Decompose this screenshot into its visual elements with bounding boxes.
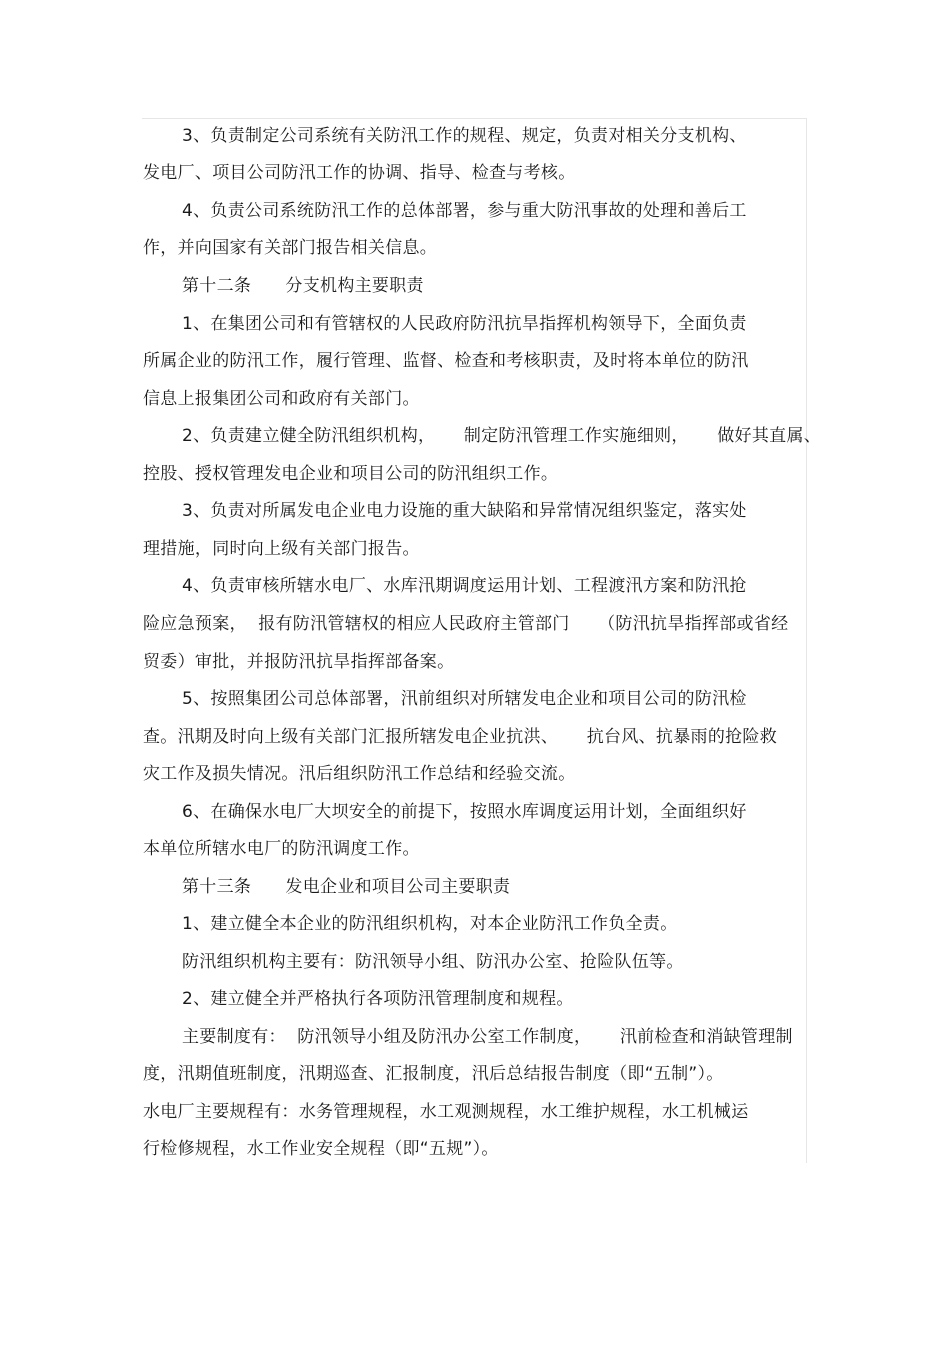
text-line: 4、负责审核所辖水电厂、水库汛期调度运用计划、工程渡汛方案和防汛抢 bbox=[182, 576, 747, 596]
text-line: 1、在集团公司和有管辖权的人民政府防汛抗旱指挥机构领导下，全面负责 bbox=[182, 314, 747, 334]
text-line: 2、负责建立健全防汛组织机构， 制定防汛管理工作实施细则， 做好其直属、 bbox=[182, 426, 822, 446]
text-line: 所属企业的防汛工作，履行管理、监督、检查和考核职责，及时将本单位的防汛 bbox=[143, 351, 749, 371]
text-line: 行检修规程，水工作业安全规程（即“五规”）。 bbox=[143, 1139, 499, 1159]
text-line: 本单位所辖水电厂的防汛调度工作。 bbox=[143, 839, 420, 859]
text-line: 信息上报集团公司和政府有关部门。 bbox=[143, 389, 420, 409]
text-line: 1、建立健全本企业的防汛组织机构，对本企业防汛工作负全责。 bbox=[182, 914, 678, 934]
text-line: 防汛组织机构主要有：防汛领导小组、防汛办公室、抢险队伍等。 bbox=[182, 952, 684, 972]
text-line: 贸委）审批，并报防汛抗旱指挥部备案。 bbox=[143, 652, 455, 672]
text-line: 3、负责制定公司系统有关防汛工作的规程、规定，负责对相关分支机构、 bbox=[182, 126, 747, 146]
text-line: 灾工作及损失情况。汛后组织防汛工作总结和经验交流。 bbox=[143, 764, 576, 784]
text-line: 控股、授权管理发电企业和项目公司的防汛组织工作。 bbox=[143, 464, 559, 484]
section-heading: 第十二条 分支机构主要职责 bbox=[182, 276, 424, 296]
text-line: 6、在确保水电厂大坝安全的前提下，按照水库调度运用计划，全面组织好 bbox=[182, 802, 747, 822]
text-line: 发电厂、项目公司防汛工作的协调、指导、检查与考核。 bbox=[143, 163, 576, 183]
text-line: 险应急预案， 报有防汛管辖权的相应人民政府主管部门 （防汛抗旱指挥部或省经 bbox=[143, 614, 789, 634]
text-line: 5、按照集团公司总体部署，汛前组织对所辖发电企业和项目公司的防汛检 bbox=[182, 689, 747, 709]
text-line: 查。汛期及时向上级有关部门汇报所辖发电企业抗洪、 抗台风、抗暴雨的抢险救 bbox=[143, 727, 778, 747]
section-heading: 第十三条 发电企业和项目公司主要职责 bbox=[182, 877, 511, 897]
text-line: 理措施，同时向上级有关部门报告。 bbox=[143, 539, 420, 559]
text-line: 作，并向国家有关部门报告相关信息。 bbox=[143, 238, 438, 258]
text-line: 水电厂主要规程有：水务管理规程，水工观测规程，水工维护规程，水工机械运 bbox=[143, 1102, 749, 1122]
text-line: 3、负责对所属发电企业电力设施的重大缺陷和异常情况组织鉴定，落实处 bbox=[182, 501, 747, 521]
text-line: 主要制度有： 防汛领导小组及防汛办公室工作制度， 汛前检查和消缺管理制 bbox=[182, 1027, 793, 1047]
text-line: 2、建立健全并严格执行各项防汛管理制度和规程。 bbox=[182, 989, 574, 1009]
text-line: 度，汛期值班制度，汛期巡查、汇报制度，汛后总结报告制度（即“五制”）。 bbox=[143, 1064, 724, 1084]
text-line: 4、负责公司系统防汛工作的总体部署，参与重大防汛事故的处理和善后工 bbox=[182, 201, 747, 221]
